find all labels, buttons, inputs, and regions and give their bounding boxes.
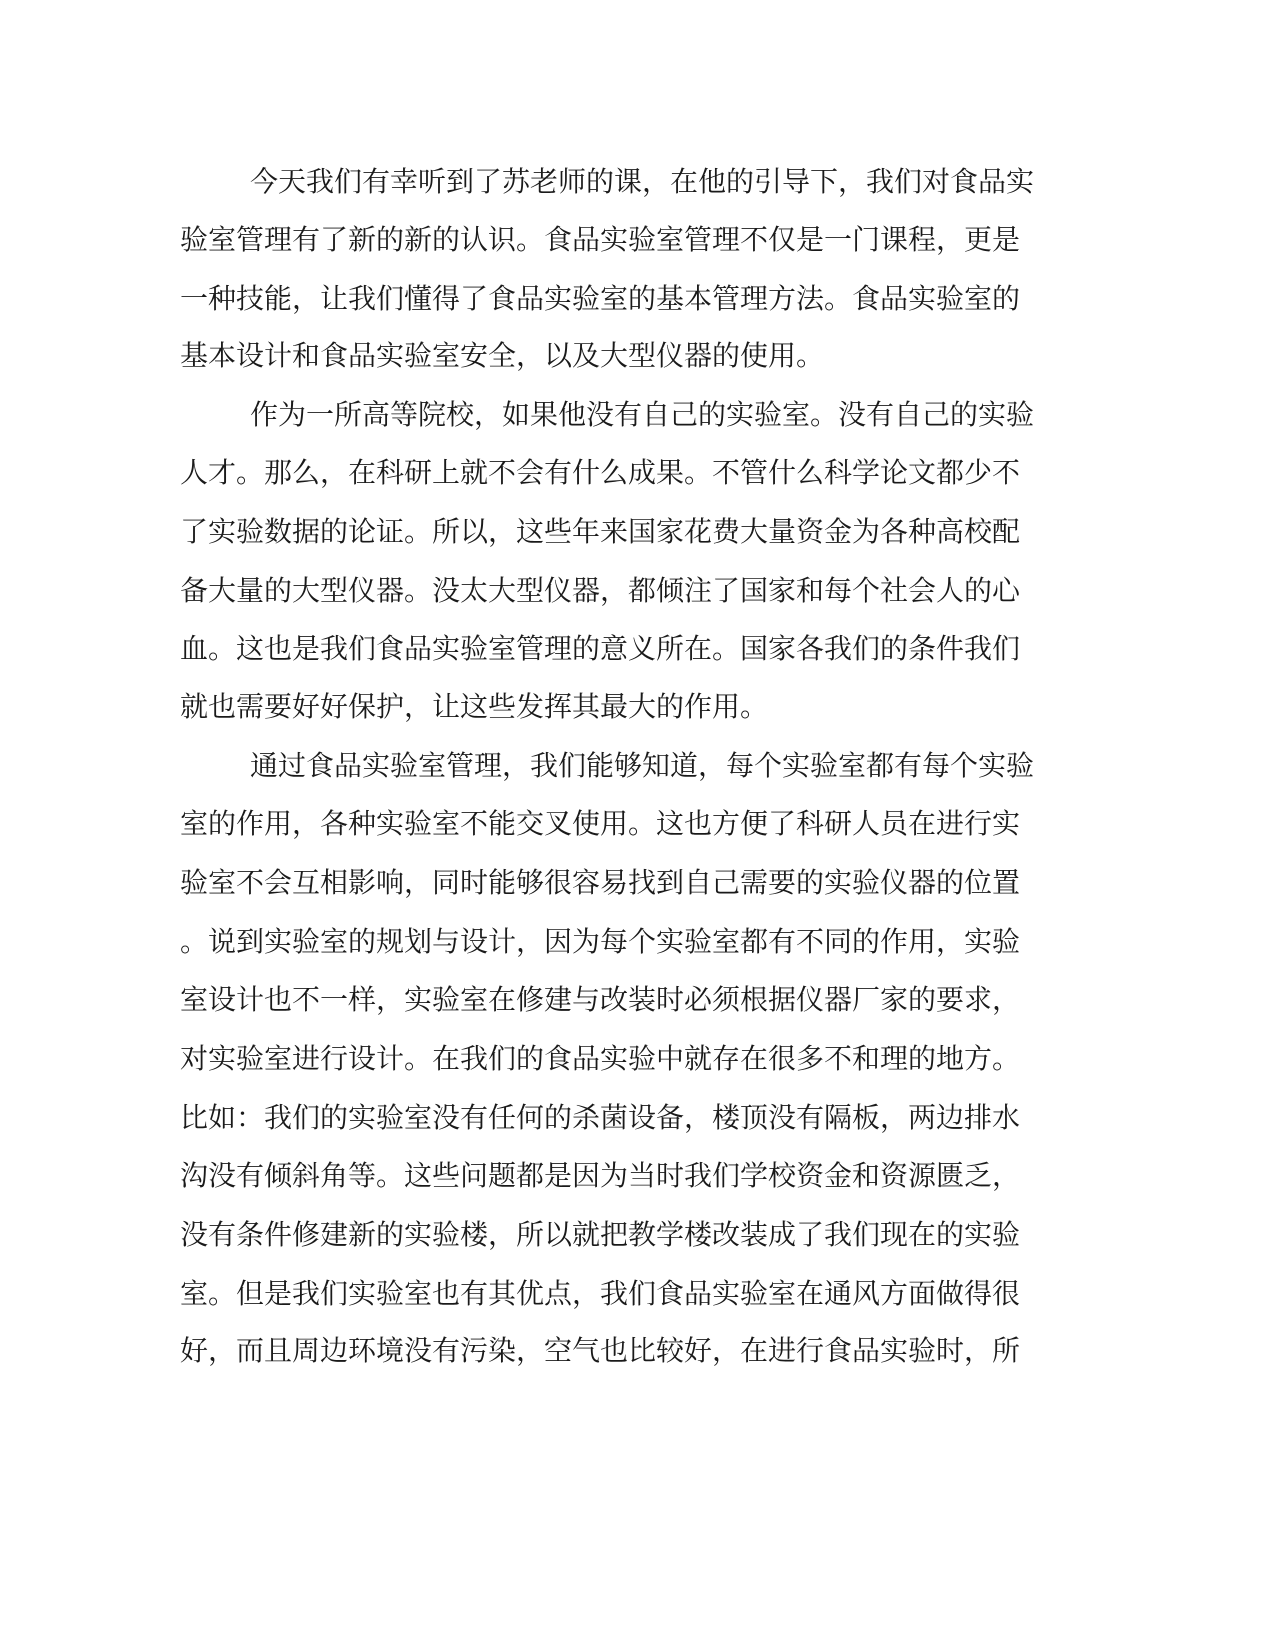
paragraph-1-line-4: 基本设计和食品实验室安全，以及大型仪器的使用。 — [180, 339, 825, 372]
paragraph-3-line-5: 室设计也不一样，实验室在修建与改装时必须根据仪器厂家的要求， — [180, 983, 1021, 1016]
paragraph-2-line-5: 血。这也是我们食品实验室管理的意义所在。国家各我们的条件我们 — [180, 632, 1021, 665]
paragraph-1-line-1: 今天我们有幸听到了苏老师的课，在他的引导下，我们对食品实 — [250, 165, 1035, 198]
paragraph-1-line-3: 一种技能，让我们懂得了食品实验室的基本管理方法。食品实验室的 — [180, 282, 1021, 315]
paragraph-3-line-2: 室的作用，各种实验室不能交叉使用。这也方便了科研人员在进行实 — [180, 807, 1021, 840]
paragraph-2-line-4: 备大量的大型仪器。没太大型仪器，都倾注了国家和每个社会人的心 — [180, 574, 1021, 607]
paragraph-2-line-2: 人才。那么，在科研上就不会有什么成果。不管什么科学论文都少不 — [180, 456, 1021, 489]
paragraph-3-line-10: 室。但是我们实验室也有其优点，我们食品实验室在通风方面做得很 — [180, 1277, 1021, 1310]
paragraph-3-line-1: 通过食品实验室管理，我们能够知道，每个实验室都有每个实验 — [250, 749, 1035, 782]
paragraph-3-line-3: 验室不会互相影响，同时能够很容易找到自己需要的实验仪器的位置 — [180, 866, 1021, 899]
paragraph-3-line-9: 没有条件修建新的实验楼，所以就把教学楼改装成了我们现在的实验 — [180, 1218, 1021, 1251]
paragraph-3-line-8: 沟没有倾斜角等。这些问题都是因为当时我们学校资金和资源匮乏， — [180, 1159, 1021, 1192]
paragraph-2-line-1: 作为一所高等院校，如果他没有自己的实验室。没有自己的实验 — [250, 398, 1035, 431]
paragraph-1-line-2: 验室管理有了新的新的认识。食品实验室管理不仅是一门课程，更是 — [180, 223, 1021, 256]
paragraph-3-line-4: 。说到实验室的规划与设计，因为每个实验室都有不同的作用，实验 — [180, 925, 1021, 958]
paragraph-2-line-3: 了实验数据的论证。所以，这些年来国家花费大量资金为各种高校配 — [180, 515, 1021, 548]
paragraph-3-line-7: 比如：我们的实验室没有任何的杀菌设备，楼顶没有隔板，两边排水 — [180, 1101, 1021, 1134]
paragraph-3-line-11: 好，而且周边环境没有污染，空气也比较好，在进行食品实验时，所 — [180, 1334, 1021, 1367]
paragraph-3-line-6: 对实验室进行设计。在我们的食品实验中就存在很多不和理的地方。 — [180, 1042, 1021, 1075]
paragraph-2-line-6: 就也需要好好保护，让这些发挥其最大的作用。 — [180, 690, 769, 723]
